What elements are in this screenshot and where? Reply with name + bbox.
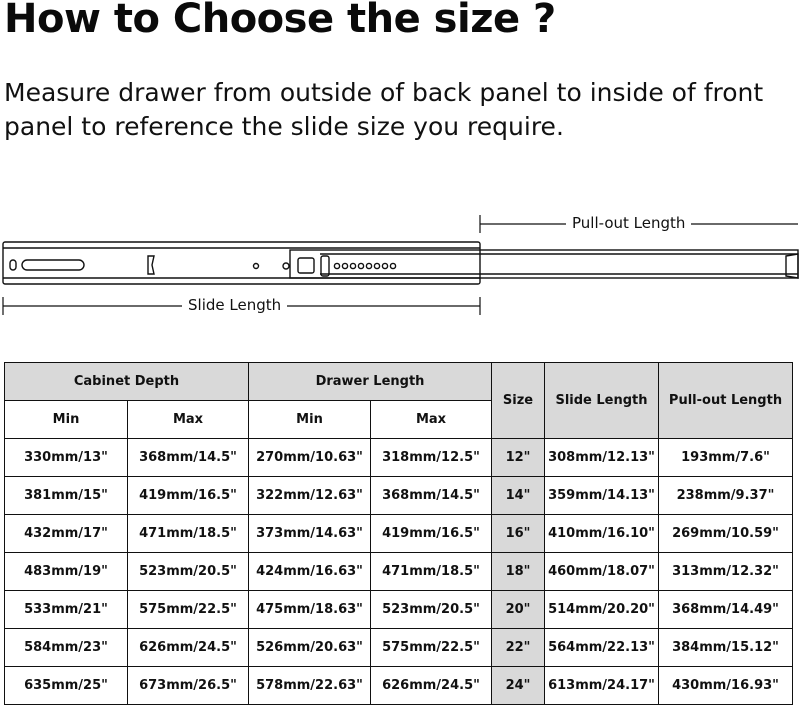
size-table-wrapper	[4, 362, 793, 705]
cell-slide-length: 514mm/20.20"	[545, 591, 659, 629]
cell-drawer-min: 373mm/14.63"	[249, 515, 371, 553]
cell-size: 18"	[492, 553, 545, 591]
cell-drawer-min: 322mm/12.63"	[249, 477, 371, 515]
cell-cabinet-min: 330mm/13"	[5, 439, 128, 477]
cell-cabinet-max: 471mm/18.5"	[128, 515, 249, 553]
header-drawer-length: Drawer Length	[249, 363, 492, 401]
cell-cabinet-max: 368mm/14.5"	[128, 439, 249, 477]
cell-cabinet-min: 381mm/15"	[5, 477, 128, 515]
cell-drawer-max: 318mm/12.5"	[371, 439, 492, 477]
cell-size: 14"	[492, 477, 545, 515]
slide-length-label: Slide Length	[182, 296, 287, 314]
header-pullout-length: Pull-out Length	[659, 363, 793, 439]
cell-size: 24"	[492, 667, 545, 705]
header-cabinet-depth: Cabinet Depth	[5, 363, 249, 401]
table-row	[5, 553, 793, 591]
cell-cabinet-max: 523mm/20.5"	[128, 553, 249, 591]
table-header-row	[5, 363, 793, 401]
cell-drawer-max: 419mm/16.5"	[371, 515, 492, 553]
header-size: Size	[492, 363, 545, 439]
header-cabinet-min: Min	[5, 401, 128, 439]
cell-pullout-length: 384mm/15.12"	[659, 629, 793, 667]
cell-drawer-min: 526mm/20.63"	[249, 629, 371, 667]
cell-pullout-length: 193mm/7.6"	[659, 439, 793, 477]
cell-cabinet-max: 419mm/16.5"	[128, 477, 249, 515]
slide-rail	[3, 242, 798, 284]
size-table	[4, 362, 793, 705]
cell-slide-length: 359mm/14.13"	[545, 477, 659, 515]
header-slide-length: Slide Length	[545, 363, 659, 439]
cell-slide-length: 460mm/18.07"	[545, 553, 659, 591]
cell-size: 12"	[492, 439, 545, 477]
cell-drawer-max: 626mm/24.5"	[371, 667, 492, 705]
table-row	[5, 629, 793, 667]
cell-cabinet-max: 626mm/24.5"	[128, 629, 249, 667]
cell-cabinet-max: 575mm/22.5"	[128, 591, 249, 629]
cell-pullout-length: 430mm/16.93"	[659, 667, 793, 705]
cell-pullout-length: 269mm/10.59"	[659, 515, 793, 553]
cell-cabinet-min: 635mm/25"	[5, 667, 128, 705]
header-cabinet-max: Max	[128, 401, 249, 439]
cell-cabinet-min: 483mm/19"	[5, 553, 128, 591]
table-row	[5, 591, 793, 629]
cell-size: 22"	[492, 629, 545, 667]
cell-slide-length: 410mm/16.10"	[545, 515, 659, 553]
cell-drawer-min: 424mm/16.63"	[249, 553, 371, 591]
table-row	[5, 667, 793, 705]
cell-slide-length: 308mm/12.13"	[545, 439, 659, 477]
table-row	[5, 439, 793, 477]
cell-drawer-max: 575mm/22.5"	[371, 629, 492, 667]
cell-pullout-length: 313mm/12.32"	[659, 553, 793, 591]
cell-drawer-max: 523mm/20.5"	[371, 591, 492, 629]
cell-drawer-max: 471mm/18.5"	[371, 553, 492, 591]
slide-diagram	[0, 200, 800, 330]
cell-cabinet-min: 533mm/21"	[5, 591, 128, 629]
cell-drawer-min: 270mm/10.63"	[249, 439, 371, 477]
header-drawer-max: Max	[371, 401, 492, 439]
cell-drawer-min: 475mm/18.63"	[249, 591, 371, 629]
page-subtitle: Measure drawer from outside of back panel to inside of front panel to reference the slide size you require.	[4, 78, 764, 141]
cell-cabinet-min: 432mm/17"	[5, 515, 128, 553]
cell-drawer-min: 578mm/22.63"	[249, 667, 371, 705]
cell-slide-length: 564mm/22.13"	[545, 629, 659, 667]
cell-pullout-length: 368mm/14.49"	[659, 591, 793, 629]
cell-size: 16"	[492, 515, 545, 553]
cell-drawer-max: 368mm/14.5"	[371, 477, 492, 515]
pullout-length-label: Pull-out Length	[566, 214, 691, 232]
cell-pullout-length: 238mm/9.37"	[659, 477, 793, 515]
cell-size: 20"	[492, 591, 545, 629]
cell-cabinet-max: 673mm/26.5"	[128, 667, 249, 705]
table-row	[5, 515, 793, 553]
page-title: How to Choose the size ?	[4, 0, 556, 42]
header-drawer-min: Min	[249, 401, 371, 439]
table-row	[5, 477, 793, 515]
cell-slide-length: 613mm/24.17"	[545, 667, 659, 705]
cell-cabinet-min: 584mm/23"	[5, 629, 128, 667]
